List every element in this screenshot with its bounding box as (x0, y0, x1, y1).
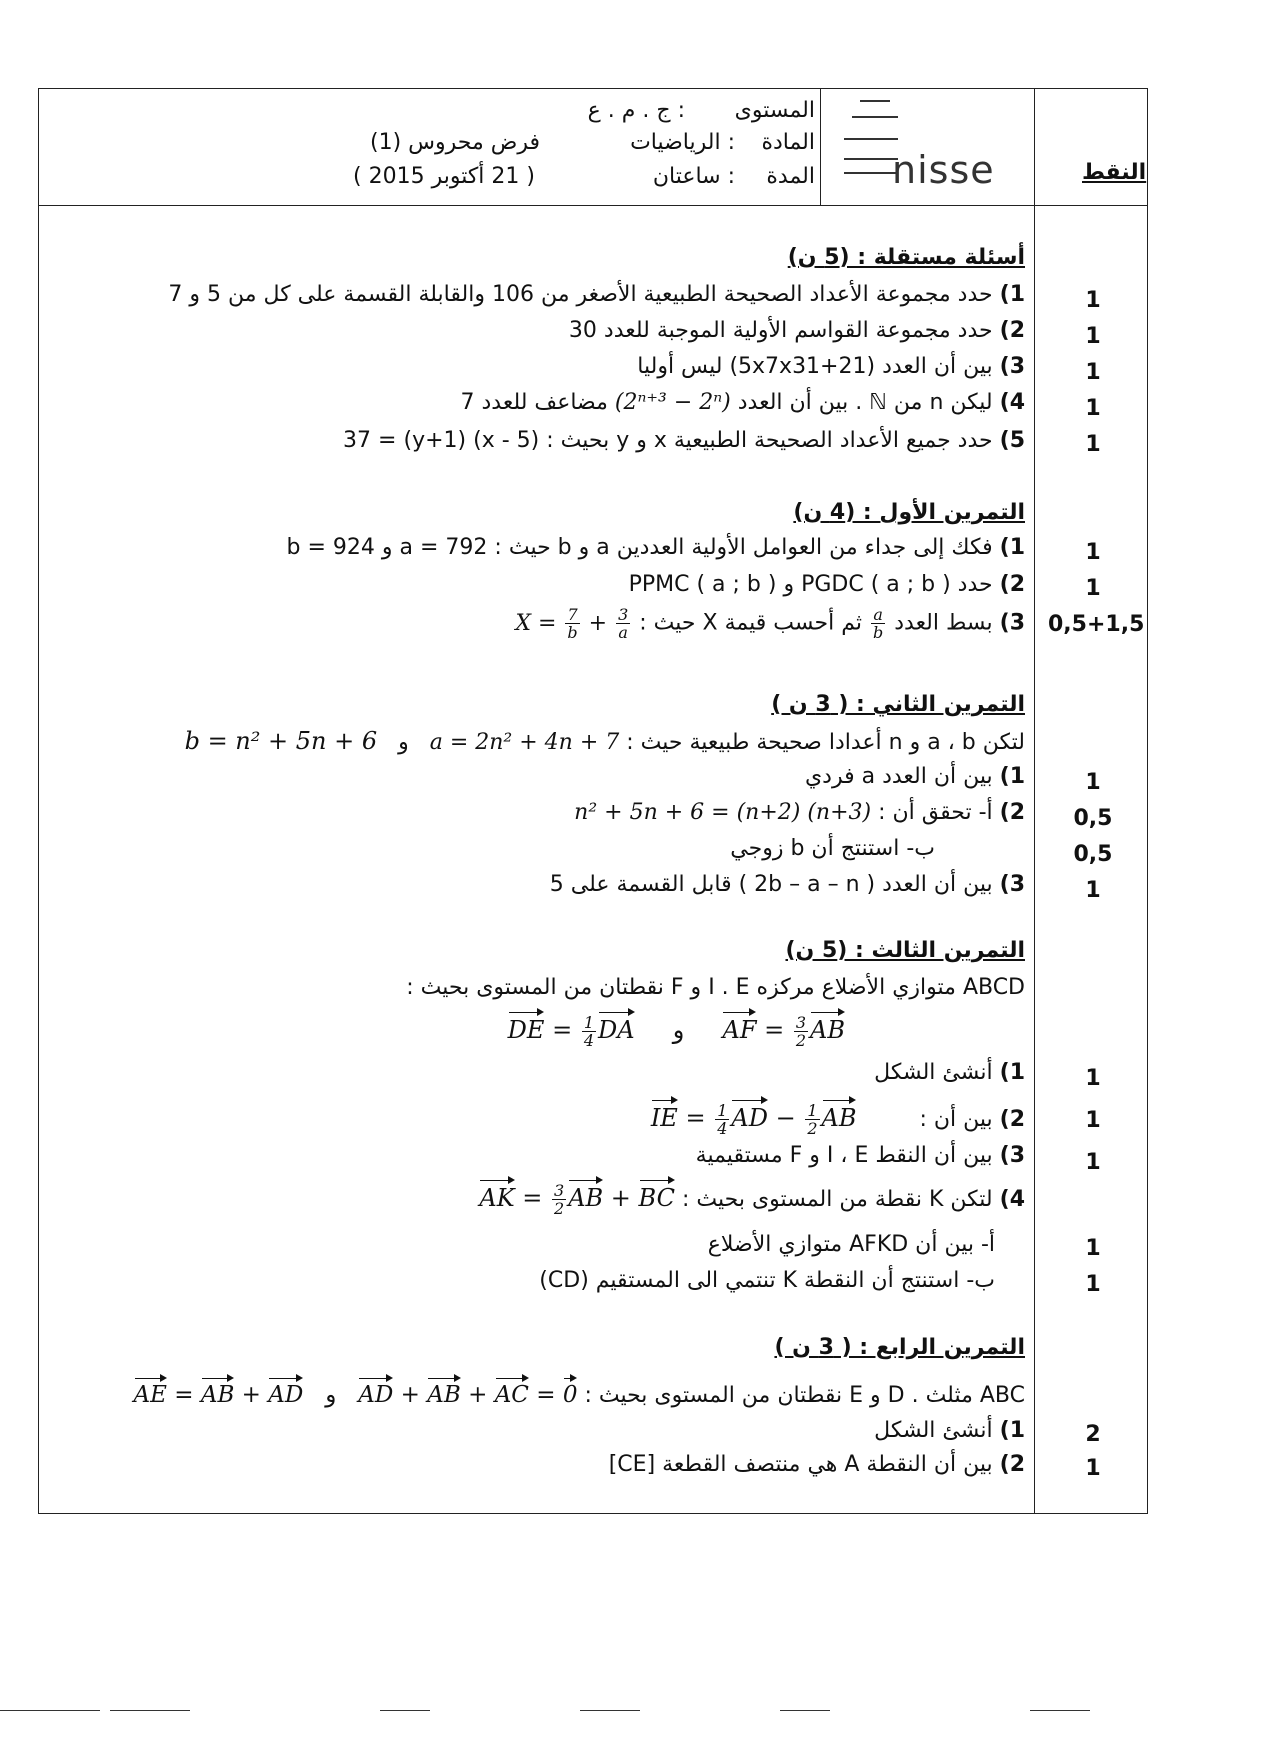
independent-q5: 5) حدد جميع الأعداد الصحيحة الطبيعية x و y بحيث : (x - 5) (y+1) = 37 (343, 428, 1025, 453)
ex3-q1: 1) أنشئ الشكل (874, 1060, 1025, 1085)
independent-q2: 2) حدد مجموعة القواسم الأولية الموجبة للعدد 30 (568, 318, 1025, 343)
logo-text: nisse (892, 148, 995, 192)
points-ex2-1: 1 (1085, 770, 1101, 795)
points-ex2-3: 0,5 (1073, 842, 1113, 867)
points-ex1-1: 1 (1085, 540, 1101, 565)
ex3-q4: 4) لتكن K نقطة من المستوى بحيث : AK = $\frac{3}{2}$ AB + BC (479, 1181, 1025, 1218)
ex2-q3: 3) بين أن العدد ( 2b – a – n ) قابل القسمة على 5 (549, 872, 1025, 897)
level-value: : ج . م . ع (587, 98, 685, 123)
school-logo (840, 96, 1020, 196)
ex1-q1: 1) فكك إلى جداء من العوامل الأولية العددين a و b حيث : a = 792 و b = 924 (286, 535, 1025, 560)
ex4-intro: ABC مثلث . D و E نقطتان من المستوى بحيث : AE = AB + AD و AD + AB + AC = 0 (134, 1378, 1025, 1408)
points-ind-1: 1 (1085, 288, 1101, 313)
ex2-q2b: ب- استنتج أن b زوجي (730, 836, 935, 861)
independent-q3: 3) بين أن العدد (5x7x31+21) ليس أوليا (637, 354, 1025, 379)
footer-line-1 (0, 1710, 100, 1711)
points-ex4-2: 1 (1085, 1456, 1101, 1481)
points-ex3-2: 1 (1085, 1108, 1101, 1133)
points-ex2-2: 0,5 (1073, 806, 1113, 831)
exam-title: فرض محروس (1) (369, 130, 540, 155)
footer-line-2 (110, 1710, 190, 1711)
ex3-q3: 3) بين أن النقط I ، E و F مستقيمية (695, 1143, 1025, 1168)
level-label: المستوى (734, 98, 815, 123)
header-logo-divider (820, 88, 821, 205)
subject-label: المادة (761, 130, 815, 155)
ex3-intro: ABCD متوازي الأضلاع مركزه I . E و F نقطتان من المستوى بحيث : (406, 975, 1025, 1000)
ex3-q4a: أ- بين أن AFKD متوازي الأضلاع (707, 1232, 995, 1257)
ex4-q1: 1) أنشئ الشكل (874, 1418, 1025, 1443)
points-ex3-3: 1 (1085, 1150, 1101, 1175)
independent-q4: 4) ليكن n من ℕ . بين أن العدد (2ⁿ⁺³ − 2ⁿ) مضاعف للعدد 7 (460, 390, 1025, 415)
points-ind-5: 1 (1085, 432, 1101, 457)
ex3-q2: 2) بين أن : IE = $\frac{1}{4}$ AD − $\frac{1}{2}$ AB (650, 1101, 1025, 1138)
independent-title: أسئلة مستقلة : (5 ن) (787, 245, 1025, 270)
points-ex3-4a: 1 (1085, 1236, 1101, 1261)
footer-line-3 (380, 1710, 430, 1711)
points-column-divider (1034, 88, 1035, 1514)
ex4-title: التمرين الرابع : ( 3 ن ) (774, 1335, 1025, 1360)
ex2-q2a: 2) أ- تحقق أن : n² + 5n + 6 = (n+2) (n+3) (574, 800, 1025, 825)
ex2-q1: 1) بين أن العدد a فردي (804, 764, 1025, 789)
ex2-title: التمرين الثاني : ( 3 ن ) (771, 692, 1025, 717)
ex4-q2: 2) بين أن النقطة A هي منتصف القطعة [CE] (608, 1452, 1025, 1477)
points-ex3-1: 1 (1085, 1066, 1101, 1091)
footer-line-4 (580, 1710, 640, 1711)
footer-line-6 (1030, 1710, 1090, 1711)
points-heading: النقط (1082, 160, 1147, 185)
points-ex1-2: 1 (1085, 576, 1101, 601)
exam-date: ( 21 أكتوبر 2015 ) (353, 164, 535, 189)
points-ex3-4b: 1 (1085, 1272, 1101, 1297)
points-ex2-4: 1 (1085, 878, 1101, 903)
ex3-vector-definitions: DE = $\frac{1}{4}$ DA و AF = $\frac{3}{2}$ AB (507, 1013, 845, 1050)
ex1-title: التمرين الأول : (4 ن) (793, 500, 1025, 525)
ex3-q4b: ب- استنتج أن النقطة K تنتمي الى المستقيم (CD) (539, 1268, 995, 1293)
points-ex4-1: 2 (1085, 1422, 1101, 1447)
points-ind-4: 1 (1085, 396, 1101, 421)
ex1-q3: 3) بسط العدد $\frac{a}{b}$ ثم أحسب قيمة X حيث : X = $\frac{7}{b}$ + $\frac{3}{a}$ (515, 605, 1025, 642)
footer-line-5 (780, 1710, 830, 1711)
independent-q1: 1) حدد مجموعة الأعداد الصحيحة الطبيعية الأصغر من 106 والقابلة القسمة على كل من 5 و 7 (168, 282, 1025, 307)
points-ex1-3: 0,5+1,5 (1048, 612, 1145, 637)
ex1-q2: 2) حدد PGDC ( a ; b ) و PPMC ( a ; b ) (628, 572, 1025, 597)
duration-value: : ساعتان (652, 164, 735, 189)
ex3-title: التمرين الثالث : (5 ن) (785, 938, 1025, 963)
duration-label: المدة (766, 164, 815, 189)
header-divider (38, 205, 1148, 206)
ex2-intro: لتكن a ، b و n أعدادا صحيحة طبيعية حيث : a = 2n² + 4n + 7 و b = n² + 5n + 6 (184, 727, 1025, 755)
subject-value: : الرياضيات (630, 130, 735, 155)
points-ind-2: 1 (1085, 324, 1101, 349)
points-ind-3: 1 (1085, 360, 1101, 385)
